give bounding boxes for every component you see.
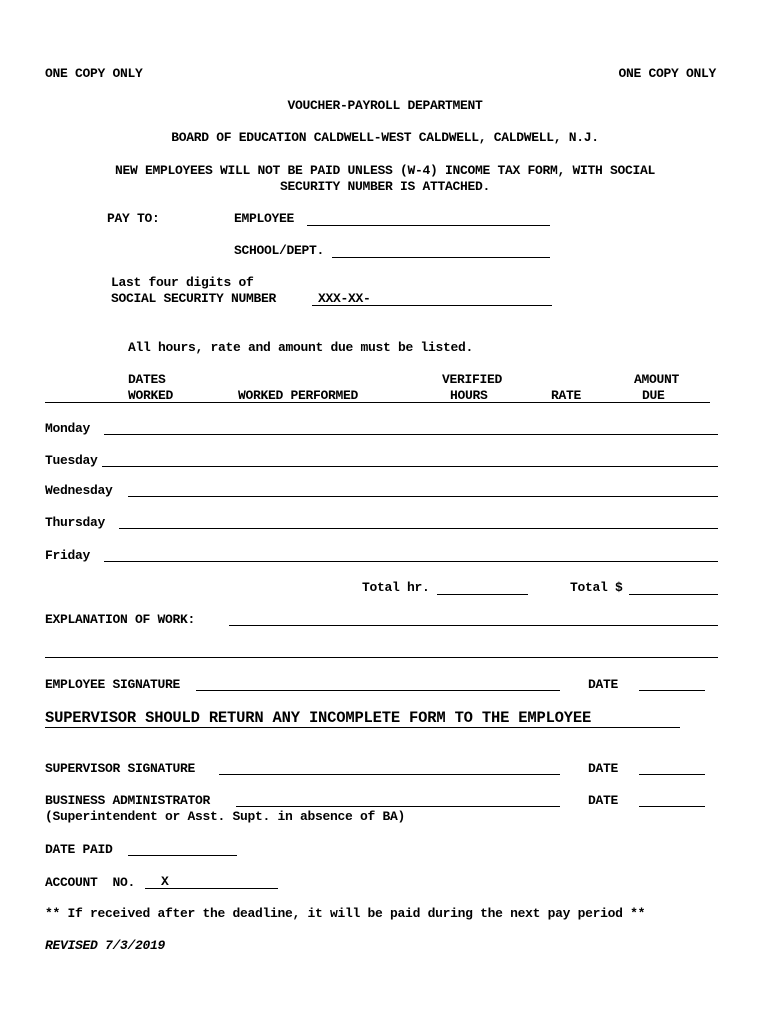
pay-to-label: PAY TO: [107,211,160,226]
account-number-value: X [161,874,169,889]
col-amount-line1: AMOUNT [634,372,680,387]
date-paid-field[interactable] [128,855,237,856]
w4-notice-line2: SECURITY NUMBER IS ATTACHED. [279,179,491,194]
supervisor-notice-underline [45,727,680,728]
col-verified-line1: VERIFIED [442,372,503,387]
day-label-wednesday: Wednesday [45,483,113,498]
date-paid-label: DATE PAID [45,842,113,857]
day-label-friday: Friday [45,548,91,563]
employee-signature-date-label: DATE [588,677,619,692]
ssn-label-line2: SOCIAL SECURITY NUMBER [111,291,277,306]
col-dates-line1: DATES [128,372,166,387]
supervisor-signature-field[interactable] [219,774,560,775]
deadline-note: ** If received after the deadline, it will be paid during the next pay period ** [45,906,646,921]
col-rate: RATE [551,388,582,403]
school-dept-label: SCHOOL/DEPT. [234,243,325,258]
col-amount-line2: DUE [642,388,665,403]
copy-notice-left: ONE COPY ONLY [45,66,143,81]
day-line-thursday[interactable] [119,528,718,529]
school-dept-field[interactable] [332,257,550,258]
supervisor-notice: SUPERVISOR SHOULD RETURN ANY INCOMPLETE FORM TO THE EMPLOYEE [45,709,592,727]
col-dates-line2: WORKED [128,388,174,403]
employee-signature-date-field[interactable] [639,690,705,691]
total-amount-field[interactable] [629,594,718,595]
supervisor-date-label: DATE [588,761,619,776]
total-amount-label: Total $ [570,580,623,595]
day-label-thursday: Thursday [45,515,106,530]
board-name: BOARD OF EDUCATION CALDWELL-WEST CALDWELL, CALDWELL, N.J. [171,130,599,145]
employee-signature-label: EMPLOYEE SIGNATURE [45,677,181,692]
total-hours-label: Total hr. [362,580,430,595]
day-line-monday[interactable] [104,434,718,435]
day-line-friday[interactable] [104,561,718,562]
employee-label: EMPLOYEE [234,211,295,226]
day-label-tuesday: Tuesday [45,453,98,468]
business-admin-signature-field[interactable] [236,806,560,807]
explanation-line-2[interactable] [45,657,718,658]
table-header-rule [45,402,710,403]
business-admin-date-label: DATE [588,793,619,808]
day-line-wednesday[interactable] [128,496,718,497]
supervisor-signature-label: SUPERVISOR SIGNATURE [45,761,196,776]
employee-name-field[interactable] [307,225,550,226]
instructions: All hours, rate and amount due must be listed. [128,340,474,355]
day-label-monday: Monday [45,421,91,436]
employee-signature-field[interactable] [196,690,560,691]
business-admin-note: (Superintendent or Asst. Supt. in absence of BA) [45,809,406,824]
explanation-line-1[interactable] [229,625,718,626]
ssn-label-line1: Last four digits of [111,275,254,290]
col-work-performed: WORKED PERFORMED [238,388,359,403]
copy-notice-right: ONE COPY ONLY [618,66,716,81]
explanation-label: EXPLANATION OF WORK: [45,612,196,627]
account-number-label: ACCOUNT NO. [45,875,136,890]
form-title: VOUCHER-PAYROLL DEPARTMENT [287,98,483,113]
business-admin-label: BUSINESS ADMINISTRATOR [45,793,211,808]
business-admin-date-field[interactable] [639,806,705,807]
w4-notice-line1: NEW EMPLOYEES WILL NOT BE PAID UNLESS (W-4) INCOME TAX FORM, WITH SOCIAL [114,163,656,178]
total-hours-field[interactable] [437,594,528,595]
ssn-value: XXX-XX- [318,291,371,306]
revision-date: REVISED 7/3/2019 [45,938,166,953]
col-verified-line2: HOURS [450,388,488,403]
day-line-tuesday[interactable] [102,466,718,467]
supervisor-date-field[interactable] [639,774,705,775]
